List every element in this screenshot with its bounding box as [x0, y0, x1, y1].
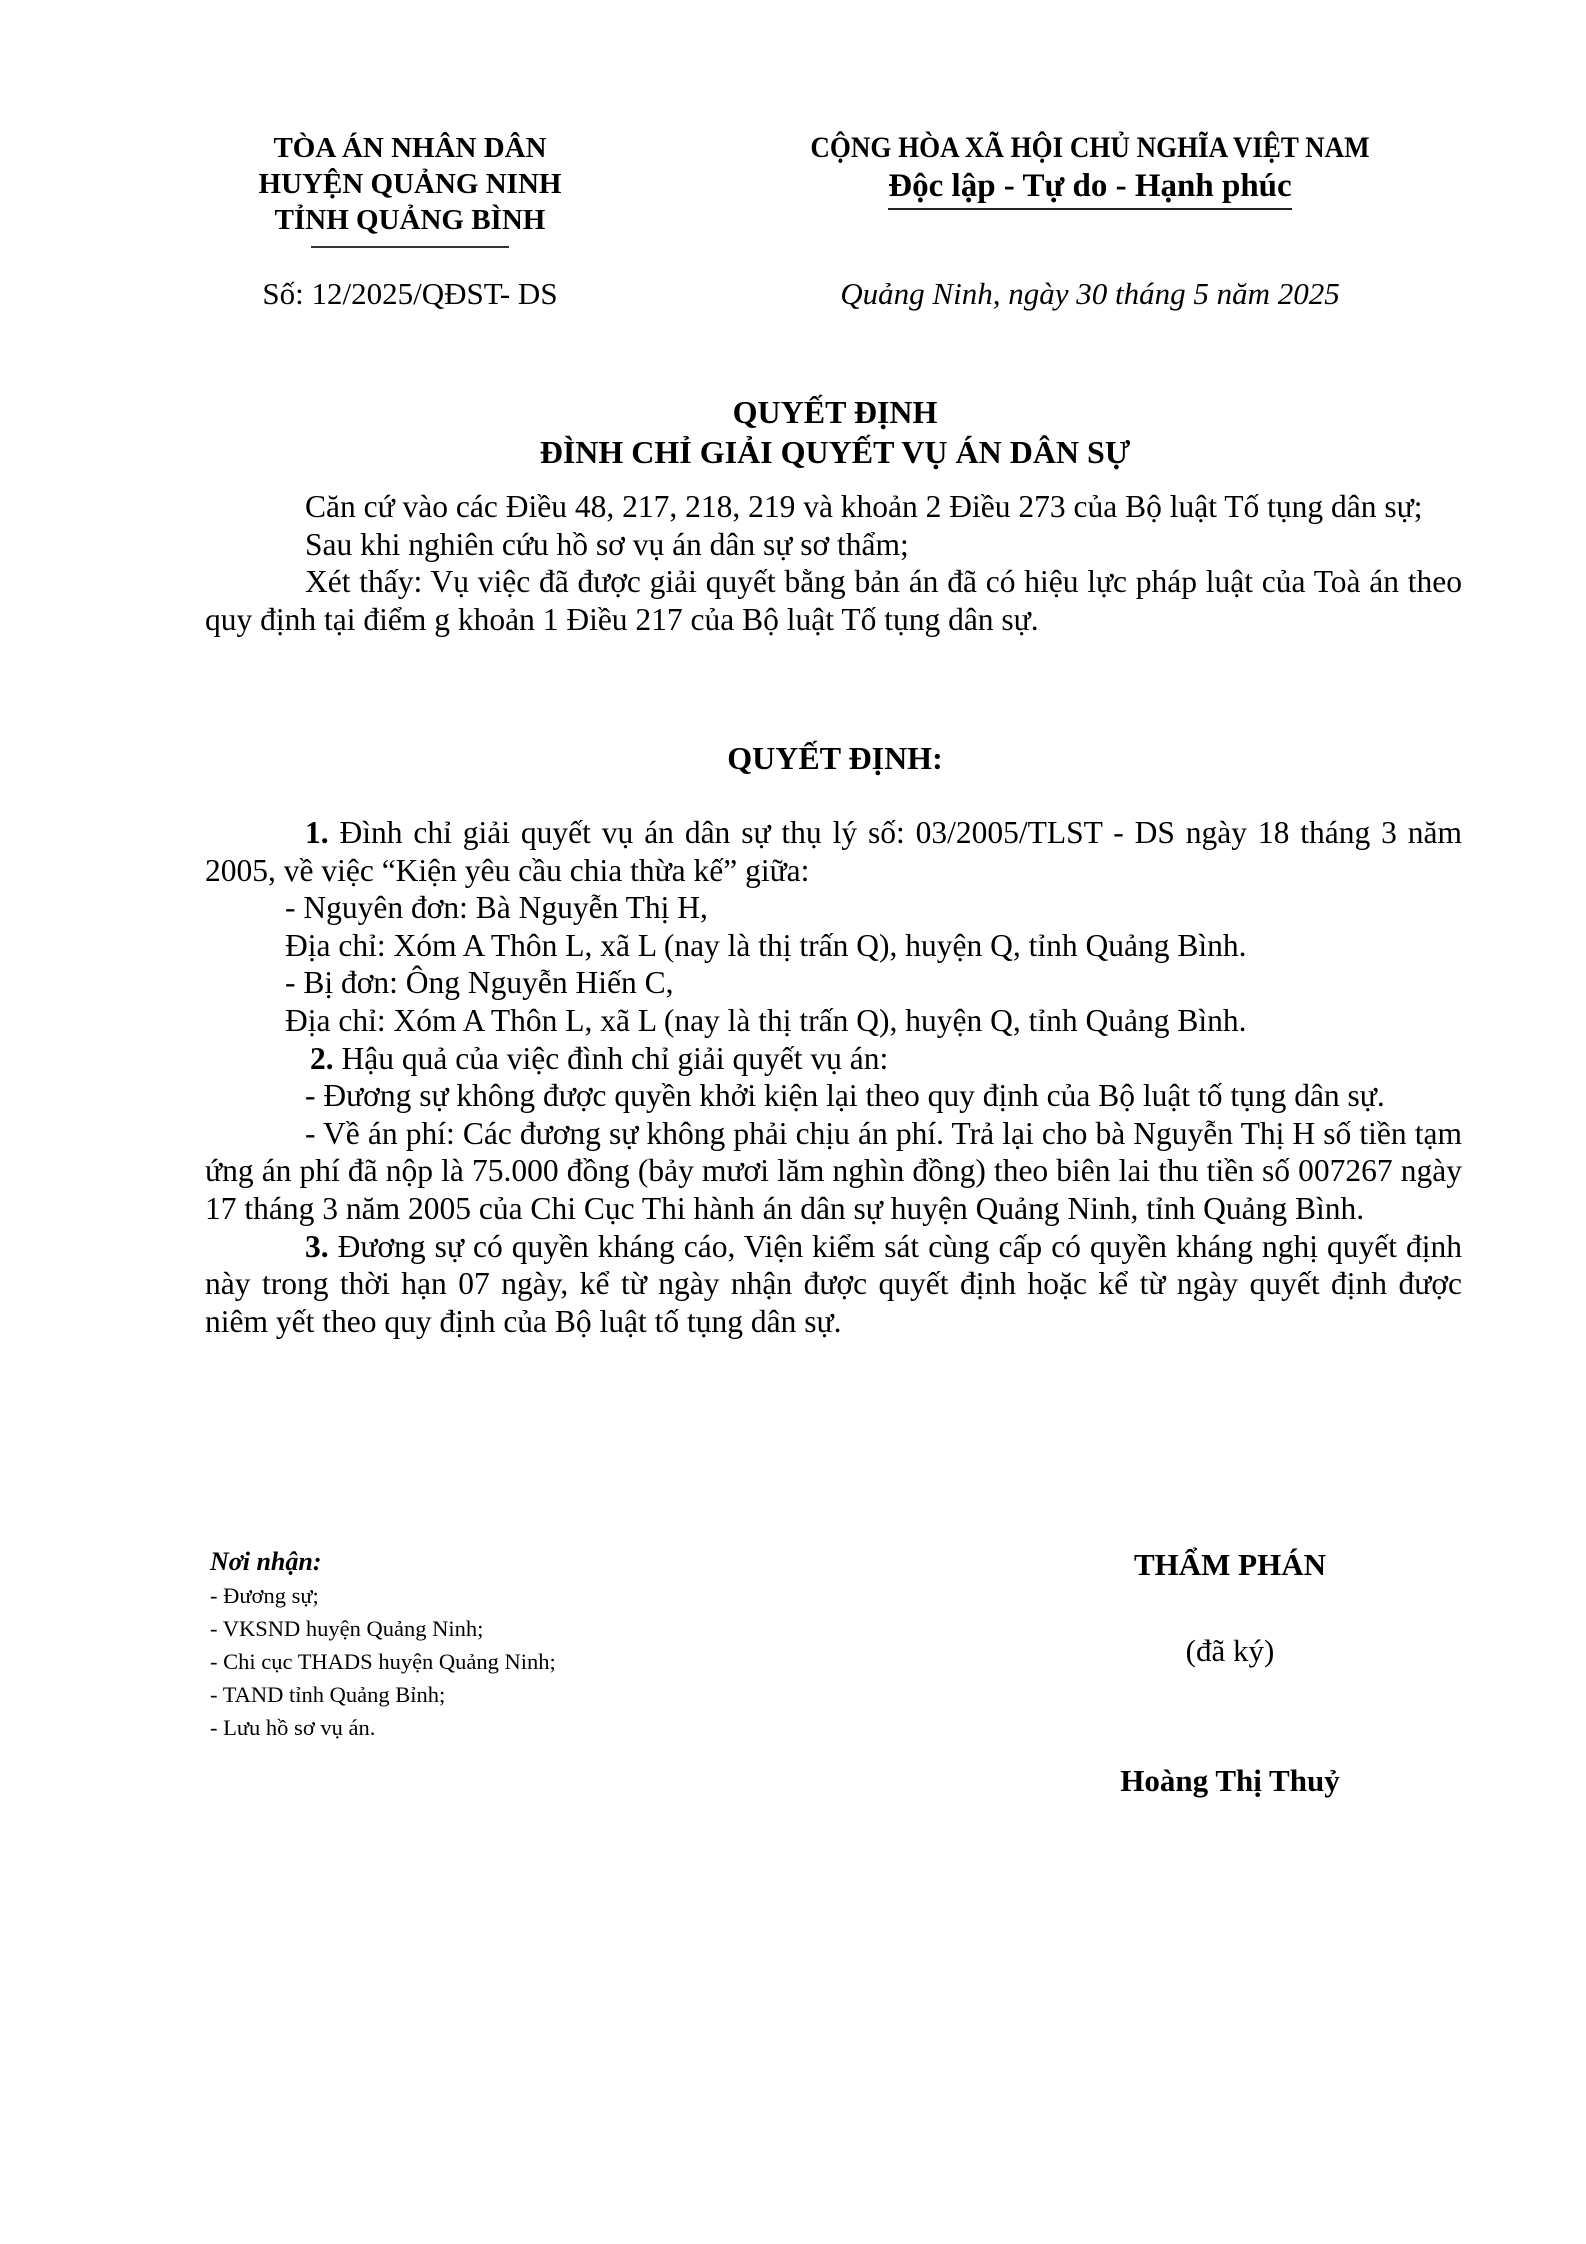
court-district: HUYỆN QUẢNG NINH	[258, 168, 562, 200]
decision-item-3	[205, 1228, 1462, 1341]
court-province: TỈNH QUẢNG BÌNH	[274, 204, 546, 236]
case-study-statement: Sau khi nghiên cứu hồ sơ vụ án dân sự sơ thẩm;	[305, 526, 909, 562]
item-text: Đình chỉ giải quyết vụ án dân sự thụ lý số: 03/2005/TLST - DS ngày 18 tháng 3 năm 2005, về việc “Kiện yêu cầu chia thừa kế” giữa:	[205, 815, 1463, 888]
item-text: Hậu quả của việc đình chỉ giải quyết vụ án:	[341, 1040, 889, 1076]
document-title: QUYẾT ĐỊNH	[732, 394, 938, 430]
court-fee-statement: - Về án phí: Các đương sự không phải chịu án phí. Trả lại cho bà Nguyễn Thị H số tiền tạm ứng án phí đã nộp là 75.000 đồng (bảy mươi lăm nghìn đồng) theo biên lai thu tiền số 007267 ngày 17 tháng 3 năm 2005 của Chi Cục Thi hành án dân sự huyện Quảng Ninh, tỉnh Quảng Bình.	[205, 1115, 1462, 1226]
national-motto: Độc lập - Tự do - Hạnh phúc	[888, 166, 1291, 210]
recipients	[210, 1545, 710, 1744]
document-subtitle: ĐÌNH CHỈ GIẢI QUYẾT VỤ ÁN DÂN SỰ	[539, 434, 1131, 470]
plaintiff-address: Địa chỉ: Xóm A Thôn L, xã L (nay là thị trấn Q), huyện Q, tỉnh Quảng Bình.	[285, 927, 1247, 963]
document-number: Số: 12/2025/QĐST- DS	[262, 276, 558, 311]
court-name: TÒA ÁN NHÂN DÂN	[273, 132, 547, 164]
court-header	[200, 130, 620, 248]
decision-body	[205, 814, 1462, 1340]
recipient-item: - VKSND huyện Quảng Ninh;	[210, 1616, 484, 1641]
recipient-item: - Chi cục THADS huyện Quảng Ninh;	[210, 1649, 556, 1674]
header-divider	[311, 246, 509, 248]
signer-title: THẨM PHÁN	[1133, 1547, 1326, 1582]
decision-item-2	[205, 1040, 1462, 1078]
recipient-item: - Đương sự;	[210, 1583, 319, 1608]
signer-name: Hoàng Thị Thuỷ	[1120, 1763, 1340, 1798]
defendant-address: Địa chỉ: Xóm A Thôn L, xã L (nay là thị trấn Q), huyện Q, tỉnh Quảng Bình.	[285, 1002, 1247, 1038]
signature-status: (đã ký)	[1185, 1633, 1275, 1668]
item-number: 1.	[305, 815, 329, 850]
legal-basis: Căn cứ vào các Điều 48, 217, 218, 219 và khoản 2 Điều 273 của Bộ luật Tố tụng dân sự;	[305, 489, 1423, 524]
preamble	[205, 488, 1462, 638]
finding-statement: Xét thấy: Vụ việc đã được giải quyết bằng bản án đã có hiệu lực pháp luật của Toà án theo quy định tại điểm g khoản 1 Điều 217 của Bộ luật Tố tụng dân sự.	[205, 564, 1462, 637]
recipient-item: - TAND tỉnh Quảng Bỉnh;	[210, 1682, 446, 1707]
consequence-statement: - Đương sự không được quyền khởi kiện lại theo quy định của Bộ luật tố tụng dân sự.	[305, 1078, 1385, 1114]
decision-item-1	[205, 814, 1462, 889]
place-and-date: Quảng Ninh, ngày 30 tháng 5 năm 2025	[840, 276, 1340, 311]
recipients-label: Nơi nhận:	[210, 1547, 322, 1576]
national-header	[720, 130, 1460, 210]
decision-heading: QUYẾT ĐỊNH:	[727, 740, 943, 776]
recipient-item: - Lưu hồ sơ vụ án.	[210, 1715, 376, 1740]
item-number: 3.	[305, 1228, 329, 1264]
republic-name: CỘNG HÒA XÃ HỘI CHỦ NGHĨA VIỆT NAM	[810, 131, 1370, 164]
defendant: - Bị đơn: Ông Nguyễn Hiến C,	[285, 965, 674, 1001]
item-text: Đương sự có quyền kháng cáo, Viện kiểm sát cùng cấp có quyền kháng nghị quyết định này trong thời hạn 07 ngày, kể từ ngày nhận được quyết định hoặc kể từ ngày quyết định được niêm yết theo quy định của Bộ luật tố tụng dân sự.	[205, 1228, 1462, 1339]
plaintiff: - Nguyên đơn: Bà Nguyễn Thị H,	[285, 890, 708, 926]
item-number: 2.	[310, 1040, 334, 1076]
